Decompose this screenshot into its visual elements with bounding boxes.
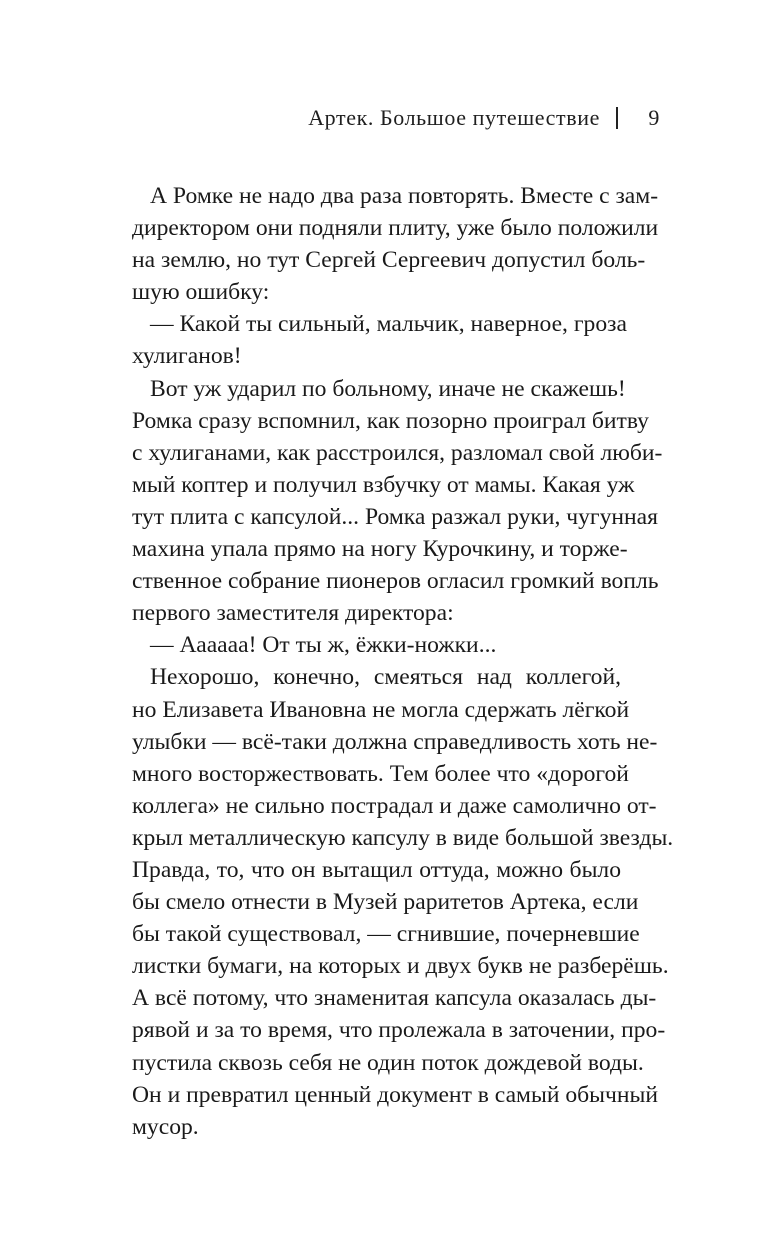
- text-line: пустила сквозь себя не один поток дождевой воды.: [132, 1049, 644, 1076]
- text-line: тут плита с капсулой... Ромка разжал руки, чугунная: [132, 503, 658, 530]
- text-line: с хулиганами, как расстроился, разломал свой люби-: [132, 439, 663, 466]
- text-line: Ромка сразу вспомнил, как позорно проиграл битву: [132, 407, 649, 434]
- running-header: [308, 100, 660, 136]
- text-line: А Ромке не надо два раза повторять. Вместе с зам-: [150, 183, 659, 209]
- text-line: ственное собрание пионеров огласил громкий вопль: [132, 568, 659, 595]
- text-line: махина упала прямо на ногу Курочкину, и торже-: [132, 536, 628, 563]
- text-line: бы смело отнести в Музей раритетов Артека, если: [132, 889, 639, 916]
- text-line: Вот уж ударил по больному, иначе не скажешь!: [150, 375, 626, 402]
- text-line: рявой и за то время, что пролежала в заточении, про-: [132, 1017, 666, 1044]
- header-separator: [616, 107, 618, 129]
- text-line: но Елизавета Ивановна не могла сдержать лёгкой: [132, 696, 630, 723]
- text-line: шую ошибку:: [132, 279, 270, 306]
- text-line: на землю, но тут Сергей Сергеевич допустил боль-: [132, 247, 646, 274]
- text-line: А всё потому, что знаменитая капсула оказалась ды-: [132, 985, 657, 1012]
- text-line: бы такой существовал, — сгнившие, почерневшие: [132, 921, 640, 948]
- text-line: листки бумаги, на которых и двух букв не разберёшь.: [132, 953, 669, 980]
- text-line: коллега» не сильно пострадал и даже самолично от-: [132, 792, 657, 819]
- text-line: много восторжествовать. Тем более что «дорогой: [132, 760, 629, 787]
- text-line: Он и превратил ценный документ в самый обычный: [132, 1081, 658, 1108]
- text-line: Правда, то, что он вытащил оттуда, можно было: [132, 856, 621, 883]
- text-line: улыбки — всё-таки должна справедливость хоть не-: [132, 728, 658, 755]
- text-line: крыл металлическую капсулу в виде большой звезды.: [132, 824, 674, 851]
- text-line: — Какой ты сильный, мальчик, наверное, гроза: [150, 311, 627, 338]
- text-line: мусор.: [132, 1113, 199, 1140]
- text-line: хулиганов!: [132, 343, 242, 370]
- running-title: Артек. Большое путешествие: [308, 105, 600, 130]
- text-line: директором они подняли плиту, уже было положили: [132, 215, 659, 242]
- text-line: Нехорошо, конечно, смеяться над коллегой,: [150, 664, 621, 691]
- page-number: 9: [648, 105, 660, 130]
- text-line: — Аааааа! От ты ж, ёжки-ножки...: [150, 632, 497, 659]
- body-text: [132, 180, 674, 1143]
- text-line: мый коптер и получил взбучку от мамы. Какая уж: [132, 471, 635, 498]
- text-line: первого заместителя директора:: [132, 600, 454, 627]
